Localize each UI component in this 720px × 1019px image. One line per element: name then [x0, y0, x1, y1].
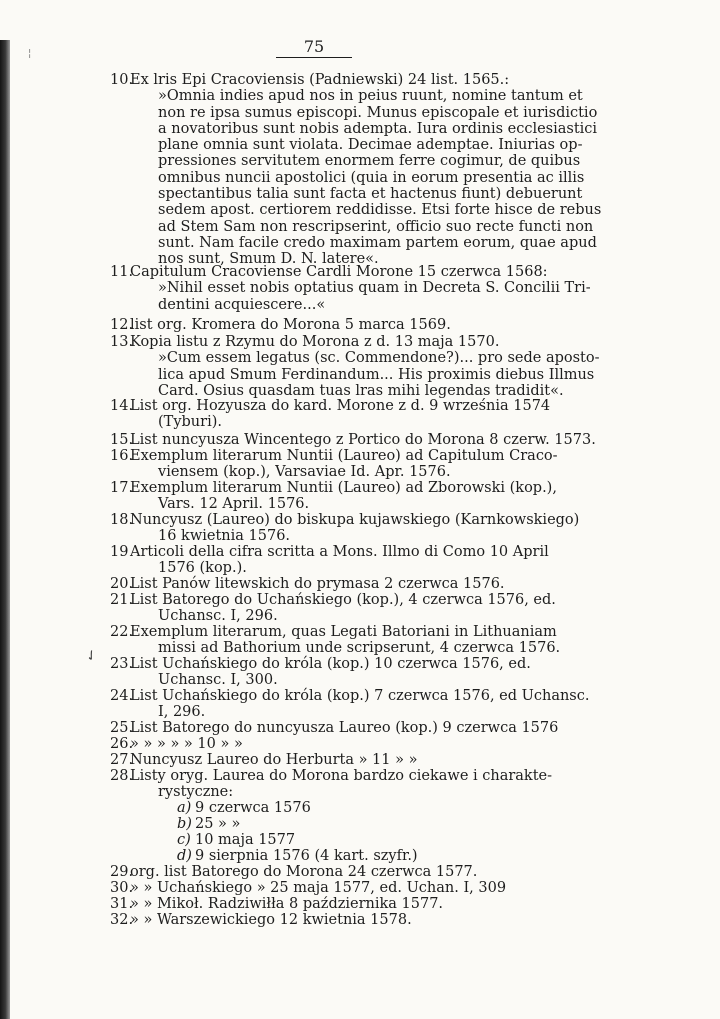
entry-item: [110, 752, 600, 768]
entry-line: List Panów litewskich do prymasa 2 czerwca 1576.: [130, 576, 505, 592]
page-number: 75: [276, 38, 352, 58]
entry-item: [110, 624, 600, 657]
entry-line: » » Uchańskiego » 25 maja 1577, ed. Uchan. I, 309: [130, 880, 507, 896]
entry-item: [110, 264, 600, 313]
subitem: [177, 816, 240, 832]
entry-line: omnibus nuncii apostolici (quia in eorum presentia ac illis: [158, 169, 585, 186]
entry-item: [110, 880, 600, 896]
entry-item: [110, 576, 600, 592]
entry-line: List nuncyusza Wincentego z Portico do Morona 8 czerw. 1573.: [130, 432, 596, 448]
entry-item: [110, 896, 600, 912]
entry-line: Vars. 12 April. 1576.: [158, 496, 310, 513]
entry-number: 32.: [110, 912, 134, 928]
entry-number: 10.: [110, 72, 134, 88]
binding-edge: [0, 40, 10, 1019]
entry-number: 31.: [110, 896, 134, 912]
entry-number: 16.: [110, 448, 134, 464]
entry-line: Exemplum literarum, quas Legati Batoriani in Lithuaniam: [130, 624, 557, 640]
margin-mark-top: ¦: [28, 48, 32, 59]
entry-line: Exemplum literarum Nuntii (Laureo) ad Capitulum Craco-: [130, 448, 558, 464]
entry-line: » » Mikoł. Radziwiłła 8 października 1577.: [130, 896, 444, 912]
entry-line: a novatoribus sunt nobis adempta. Iura ordinis ecclesiastici: [158, 120, 598, 137]
entry-number: 18.: [110, 512, 134, 528]
entry-number: 28.: [110, 768, 134, 784]
entry-item: [110, 720, 600, 736]
entry-item: [110, 656, 600, 689]
entry-line: nos sunt, Smum D. N. latere«.: [158, 251, 379, 268]
entry-line: lica apud Smum Ferdinandum... His proximis diebus Illmus: [158, 366, 595, 383]
entry-number: 11.: [110, 264, 134, 280]
entry-line: (Tyburi).: [158, 414, 222, 431]
entry-number: 21.: [110, 592, 134, 608]
entry-line: List org. Hozyusza do kard. Morone z d. 9 września 1574: [130, 398, 551, 414]
entry-line: I, 296.: [158, 704, 206, 721]
entry-line: 1576 (kop.).: [158, 560, 247, 577]
subitem-letter: b): [177, 816, 192, 832]
margin-check-mark: ✓: [82, 646, 102, 666]
entry-item: [110, 768, 600, 801]
entry-line: »Nihil esset nobis optatius quam in Decreta S. Concilii Tri-: [158, 280, 591, 297]
entry-line: rystyczne:: [158, 784, 234, 801]
subitem-letter: c): [177, 832, 191, 848]
entry-item: [110, 512, 600, 545]
entry-number: 14.: [110, 398, 134, 414]
entry-number: 15.: [110, 432, 134, 448]
entry-line: list org. Kromera do Morona 5 marca 1569.: [130, 317, 451, 333]
entry-line: Nuncyusz (Laureo) do biskupa kujawskiego (Karnkowskiego): [130, 512, 580, 528]
entry-line: »Cum essem legatus (sc. Commendone?)... pro sede aposto-: [158, 350, 600, 367]
entry-item: [110, 317, 600, 333]
entry-line: List Uchańskiego do króla (kop.) 10 czerwca 1576, ed.: [130, 656, 531, 672]
entry-number: 26.: [110, 736, 134, 752]
entry-line: dentini acquiescere...«: [158, 296, 326, 313]
entry-line: 16 kwietnia 1576.: [158, 528, 291, 545]
entry-line: Listy oryg. Laurea do Morona bardzo ciekawe i charakte-: [130, 768, 553, 784]
entry-item: [110, 592, 600, 625]
entry-number: 27.: [110, 752, 134, 768]
entry-line: List Batorego do Uchańskiego (kop.), 4 czerwca 1576, ed.: [130, 592, 556, 608]
entry-item: [110, 398, 600, 431]
entry-number: 25.: [110, 720, 134, 736]
entry-item: [110, 432, 600, 448]
subitem-text: 9 czerwca 1576: [195, 800, 311, 816]
entry-line: » » Warszewickiego 12 kwietnia 1578.: [130, 912, 412, 928]
subitem-text: 9 sierpnia 1576 (4 kart. szyfr.): [195, 848, 418, 864]
entry-item: [110, 72, 602, 268]
entry-line: Uchansc. I, 296.: [158, 608, 278, 625]
entry-number: 22.: [110, 624, 134, 640]
entry-line: Articoli della cifra scritta a Mons. Illmo di Como 10 April: [130, 544, 549, 560]
subitem-letter: d): [177, 848, 192, 864]
entry-line: spectantibus talia sunt facta et hactenus fiunt) debuerunt: [158, 186, 583, 203]
entry-item: [110, 480, 600, 513]
entry-number: 30.: [110, 880, 134, 896]
entry-number: 13.: [110, 334, 134, 350]
entry-number: 19: [110, 544, 129, 560]
entry-line: viensem (kop.), Varsaviae Id. Apr. 1576.: [158, 464, 451, 481]
subitem-text: 25 » »: [195, 816, 241, 832]
entry-number: 17.: [110, 480, 134, 496]
entry-item: [110, 912, 600, 928]
entry-line: plane omnia sunt violata. Decimae ademptae. Iniurias op-: [158, 137, 583, 154]
entry-number: 12.: [110, 317, 134, 333]
entry-line: non re ipsa sumus episcopi. Munus episcopale et iurisdictio: [158, 104, 598, 121]
subitem-letter: a): [177, 800, 192, 816]
entry-line: sedem apost. certiorem reddidisse. Etsi forte hisce de rebus: [158, 202, 602, 219]
entry-item: [110, 864, 600, 880]
entry-line: List Batorego do nuncyusza Laureo (kop.) 9 czerwca 1576: [130, 720, 559, 736]
entry-line: org. list Batorego do Morona 24 czerwca 1577.: [130, 864, 478, 880]
entry-item: [110, 334, 600, 399]
entry-line: »Omnia indies apud nos in peius ruunt, nomine tantum et: [158, 88, 583, 105]
subitem: [177, 832, 295, 848]
entry-line: Kopia listu z Rzymu do Morona z d. 13 maja 1570.: [130, 334, 500, 350]
entry-line: Uchansc. I, 300.: [158, 672, 278, 689]
subitem-text: 10 maja 1577: [195, 832, 296, 848]
entry-item: [110, 448, 600, 481]
subitem: [177, 800, 311, 816]
entry-line: Card. Osius quasdam tuas lras mihi legendas tradidit«.: [158, 382, 564, 399]
subitem: [177, 848, 418, 864]
entry-number: 24.: [110, 688, 134, 704]
entry-line: missi ad Bathorium unde scripserunt, 4 czerwca 1576.: [158, 640, 561, 657]
entry-item: [110, 736, 600, 752]
entry-line: pressiones servitutem enormem ferre cogimur, de quibus: [158, 153, 581, 170]
entry-line: Capitulum Cracoviense Cardli Morone 15 czerwca 1568:: [130, 264, 548, 280]
entry-line: List Uchańskiego do króla (kop.) 7 czerwca 1576, ed Uchansc.: [130, 688, 590, 704]
entry-line: Nuncyusz Laureo do Herburta » 11 » »: [130, 752, 418, 768]
entry-line: ad Stem Sam non rescripserint, officio suo recte functi non: [158, 218, 594, 235]
entry-number: 23.: [110, 656, 134, 672]
entry-number: 20.: [110, 576, 134, 592]
entry-item: [110, 688, 600, 721]
entry-line: sunt. Nam facile credo maximam partem eorum, quae apud: [158, 234, 597, 251]
entry-line: Ex lris Epi Cracoviensis (Padniewski) 24 list. 1565.:: [130, 72, 510, 88]
entry-number: 29.: [110, 864, 134, 880]
entry-item: [110, 544, 600, 577]
entry-line: Exemplum literarum Nuntii (Laureo) ad Zborowski (kop.),: [130, 480, 557, 496]
entry-line: » » » » » 10 » »: [130, 736, 243, 752]
